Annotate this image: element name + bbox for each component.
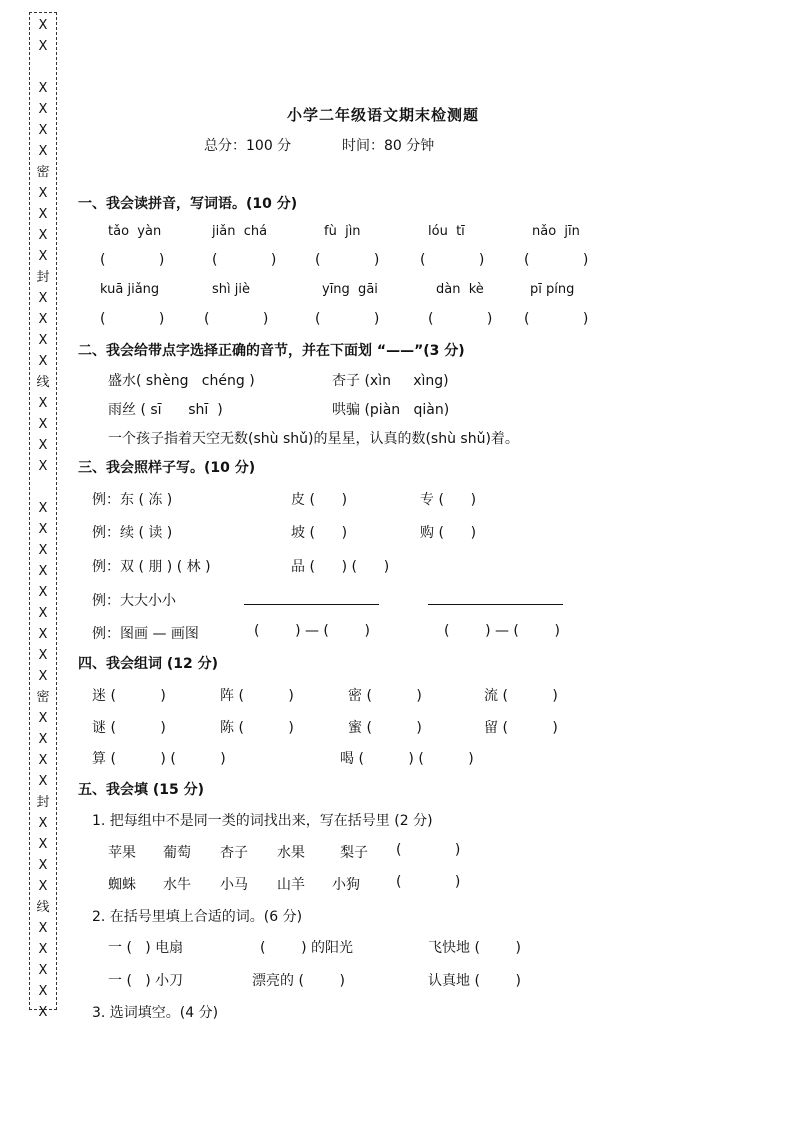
binding-char: X: [38, 207, 48, 222]
binding-char: X: [38, 186, 48, 201]
answer-blank[interactable]: 坡 ( ): [291, 525, 348, 541]
section-1-heading: 一、我会读拼音，写词语。(10 分): [78, 196, 298, 212]
example: 例：图画 — 画图: [92, 626, 199, 642]
binding-char: [30, 57, 56, 78]
pinyin: lóu tī: [428, 224, 465, 239]
section-5-heading: 五、我会填 (15 分): [78, 782, 205, 798]
binding-char: X: [38, 291, 48, 306]
binding-char: [30, 477, 56, 498]
answer-blank[interactable]: ( ): [396, 874, 461, 890]
binding-char: X: [38, 816, 48, 831]
binding-char: X: [38, 984, 48, 999]
word-blank[interactable]: 阵 ( ): [220, 688, 294, 704]
pinyin-choice[interactable]: 哄骗 (piàn qiàn): [332, 402, 450, 418]
answer-blank[interactable]: 皮 ( ): [291, 492, 348, 508]
answer-blank[interactable]: ( ): [315, 311, 380, 327]
word-blank[interactable]: 喝 ( ) ( ): [340, 751, 474, 767]
word: 苹果: [108, 845, 136, 861]
binding-char: X: [38, 732, 48, 747]
answer-blank[interactable]: 一 ( ) 小刀: [108, 973, 184, 989]
word-blank[interactable]: 蜜 ( ): [348, 720, 422, 736]
binding-char: X: [38, 627, 48, 642]
answer-blank[interactable]: ( ): [204, 311, 269, 327]
binding-char: X: [38, 942, 48, 957]
example: 例：续 ( 读 ): [92, 525, 173, 541]
pinyin: kuā jiǎng: [100, 282, 160, 297]
binding-char: X: [38, 438, 48, 453]
answer-blank[interactable]: ( ): [396, 842, 461, 858]
section-3-heading: 三、我会照样子写。(10 分): [78, 460, 256, 476]
answer-blank[interactable]: ( ): [524, 311, 589, 327]
answer-blank[interactable]: 购 ( ): [420, 525, 477, 541]
section-4-heading: 四、我会组词 (12 分): [78, 656, 219, 672]
word: 水牛: [163, 877, 191, 893]
binding-char: X: [38, 858, 48, 873]
binding-char: 密: [36, 165, 50, 180]
pinyin-sentence[interactable]: 一个孩子指着天空无数(shù shǔ)的星星，认真的数(shù shǔ)着。: [108, 431, 519, 447]
binding-char: 封: [36, 795, 50, 810]
answer-blank[interactable]: 漂亮的 ( ): [252, 973, 345, 989]
pinyin: tǎo yàn: [108, 224, 162, 239]
binding-char: X: [38, 585, 48, 600]
section-2-heading: 二、我会给带点字选择正确的音节，并在下面划 “——”(3 分): [78, 343, 465, 359]
answer-blank[interactable]: 飞快地 ( ): [428, 940, 521, 956]
word-blank[interactable]: 迷 ( ): [92, 688, 166, 704]
binding-char: X: [38, 81, 48, 96]
word-blank[interactable]: 留 ( ): [484, 720, 558, 736]
answer-line[interactable]: [428, 604, 563, 605]
binding-char: X: [38, 228, 48, 243]
binding-char: X: [38, 39, 48, 54]
pinyin: fù jìn: [324, 224, 361, 239]
binding-char: X: [38, 102, 48, 117]
pinyin: shì jiè: [212, 282, 250, 297]
word: 葡萄: [163, 845, 191, 861]
answer-blank[interactable]: 一 ( ) 电扇: [108, 940, 184, 956]
example: 例：双 ( 朋 ) ( 林 ): [92, 559, 211, 575]
binding-char: X: [38, 501, 48, 516]
binding-char: X: [38, 837, 48, 852]
question-2: 2. 在括号里填上合适的词。(6 分): [92, 909, 303, 925]
binding-char: X: [38, 564, 48, 579]
word: 蜘蛛: [108, 877, 136, 893]
example: 例：大大小小: [92, 593, 176, 609]
binding-char: X: [38, 711, 48, 726]
binding-char: X: [38, 123, 48, 138]
word: 水果: [277, 845, 305, 861]
answer-blank[interactable]: ( ): [212, 252, 277, 268]
pinyin-choice[interactable]: 雨丝 ( sī shī ): [108, 402, 223, 418]
binding-char: X: [38, 459, 48, 474]
answer-blank[interactable]: ( ) — ( ): [254, 623, 370, 639]
binding-char: X: [38, 396, 48, 411]
binding-char: X: [38, 333, 48, 348]
answer-blank[interactable]: 品 ( ) ( ): [291, 559, 390, 575]
word-blank[interactable]: 算 ( ) ( ): [92, 751, 226, 767]
pinyin: yīng gāi: [322, 282, 378, 297]
binding-char: X: [38, 144, 48, 159]
word-blank[interactable]: 流 ( ): [484, 688, 558, 704]
word-blank[interactable]: 谜 ( ): [92, 720, 166, 736]
word-blank[interactable]: 密 ( ): [348, 688, 422, 704]
question-1: 1. 把每组中不是同一类的词找出来，写在括号里 (2 分): [92, 813, 433, 829]
binding-char: X: [38, 921, 48, 936]
binding-char: X: [38, 543, 48, 558]
binding-char: X: [38, 963, 48, 978]
word: 小狗: [332, 877, 360, 893]
page-title: 小学二年级语文期末检测题: [287, 106, 480, 124]
binding-char: X: [38, 522, 48, 537]
answer-blank[interactable]: ( ) — ( ): [444, 623, 560, 639]
total-score: 总分：100 分: [204, 138, 292, 154]
binding-char: X: [38, 753, 48, 768]
answer-blank[interactable]: ( ): [315, 252, 380, 268]
answer-blank[interactable]: ( ) 的阳光: [260, 940, 353, 956]
binding-char: 封: [36, 270, 50, 285]
word: 山羊: [277, 877, 305, 893]
answer-blank[interactable]: ( ): [100, 252, 165, 268]
pinyin: jiǎn chá: [212, 224, 268, 239]
pinyin: dàn kè: [436, 282, 484, 297]
answer-blank[interactable]: ( ): [524, 252, 589, 268]
word: 杏子: [220, 845, 248, 861]
binding-char: X: [38, 669, 48, 684]
answer-blank[interactable]: 专 ( ): [420, 492, 477, 508]
binding-char: X: [38, 312, 48, 327]
binding-char: X: [38, 774, 48, 789]
binding-char: X: [38, 879, 48, 894]
word: 小马: [220, 877, 248, 893]
answer-line[interactable]: [244, 604, 379, 605]
binding-char: X: [38, 354, 48, 369]
binding-char: 线: [36, 375, 50, 390]
binding-column: [30, 15, 56, 1023]
binding-char: 线: [36, 900, 50, 915]
pinyin: pī píng: [530, 282, 575, 297]
binding-char: X: [38, 417, 48, 432]
example: 例：东 ( 冻 ): [92, 492, 173, 508]
binding-char: X: [38, 606, 48, 621]
pinyin-choice[interactable]: 盛水( shèng chéng ): [108, 373, 255, 389]
answer-blank[interactable]: ( ): [428, 311, 493, 327]
binding-char: X: [38, 648, 48, 663]
binding-char: X: [38, 18, 48, 33]
word: 梨子: [340, 845, 368, 861]
answer-blank[interactable]: 认真地 ( ): [428, 973, 521, 989]
exam-time: 时间：80 分钟: [342, 138, 435, 154]
binding-char: X: [38, 249, 48, 264]
pinyin-choice[interactable]: 杏子 (xìn xìng): [332, 373, 449, 389]
answer-blank[interactable]: ( ): [420, 252, 485, 268]
binding-char: 密: [36, 690, 50, 705]
binding-strip: [29, 12, 57, 1020]
word-blank[interactable]: 陈 ( ): [220, 720, 294, 736]
pinyin: nǎo jīn: [532, 224, 580, 239]
binding-char: X: [38, 1005, 48, 1020]
question-3: 3. 选词填空。(4 分): [92, 1005, 219, 1021]
answer-blank[interactable]: ( ): [100, 311, 165, 327]
